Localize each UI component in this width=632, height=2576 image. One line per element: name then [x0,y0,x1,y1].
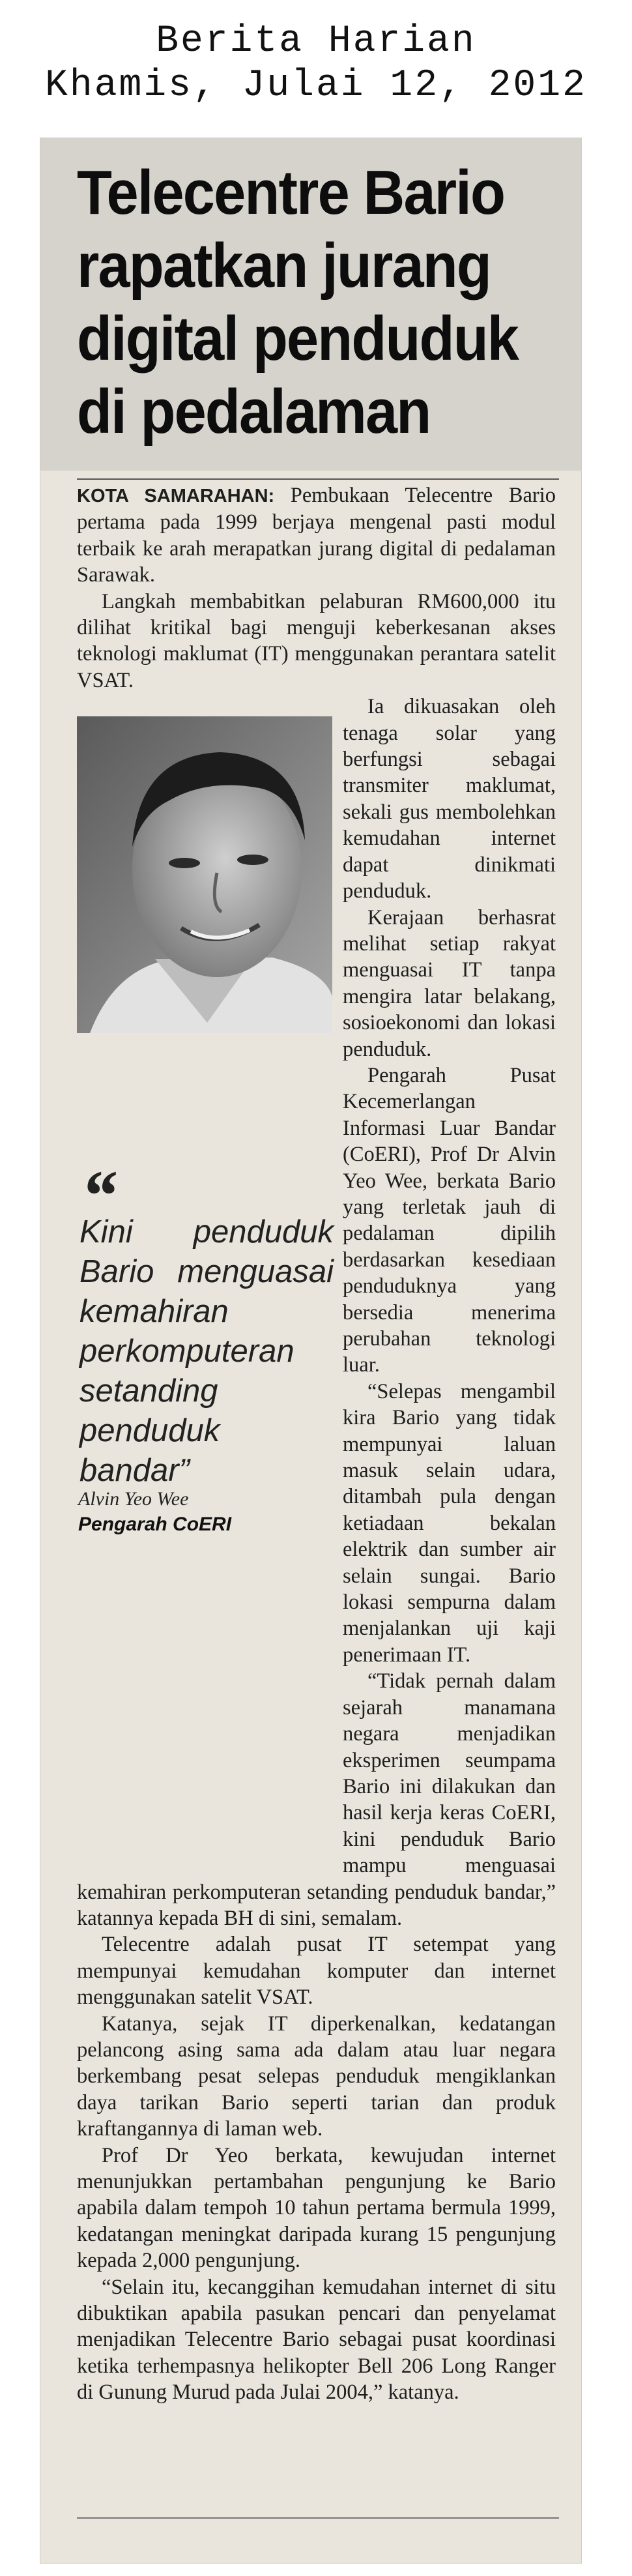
quote-attribution-name: Alvin Yeo Wee [78,1488,189,1510]
headline-line-4: di pedalaman [77,377,431,446]
quote-attribution-title: Pengarah CoERI [78,1514,232,1536]
newspaper-source-header [0,20,632,108]
publication-date: Khamis, Julai 12, 2012 [45,65,587,107]
article-paragraph-1: KOTA SAMARAHAN: Pembukaan Telecentre Bario pertama pada 1999 berjaya mengenal pasti modul terbaik ke arah merapatkan jurang digital di pedalaman Sarawak. [77,484,556,587]
article-paragraph-5: Pengarah Pusat Kecemerlangan Informasi Luar Bandar (CoERI), Prof Dr Alvin Yeo Wee, berkata Bario yang terletak jauh di pedalaman dipilih berdasarkan kesediaan penduduknya yang bersedia menerima perubahan teknologi luar. [343,1063,556,1377]
article-paragraph-8: Telecentre adalah pusat IT setempat yang mempunyai kemudahan komputer dan internet menggunakan satelit VSAT. [77,1933,556,2010]
article-paragraph-9: Katanya, sejak IT diperkenalkan, kedatangan pelancong asing sama ada dalam atau luar negara berkembang pesat selepas penduduk mengiklankan daya tarikan Bario seperti tarian dan produk kraftangannya di laman web. [77,2012,556,2141]
article-headline [77,156,532,448]
article-paragraph-6: “Selepas mengambil kira Bario yang tidak mempunyai laluan masuk selain udara, ditambah pula dengan ketiadaan bekalan elektrik dan sumber air selain sungai. Bario lokasi sempurna dalam menjalankan uji kaji penerimaan IT. [343,1379,556,1667]
article-paragraph-10: Prof Dr Yeo berkata, kewujudan internet menunjukkan pertambahan pengunjung ke Bario apabila dalam tempoh 10 tahun pertama bermula 1999, kedatangan meningkat daripada kurang 15 pengunjung kepada 2,000 pengunjung. [77,2143,556,2273]
photo-and-quote-column [77,694,332,1860]
article-paragraph-4: Kerajaan berhasrat melihat setiap rakyat menguasai IT tanpa mengira latar belakang, sosioekonomi dan lokasi penduduk. [343,905,556,1061]
article-paragraph-2: Langkah membabitkan pelaburan RM600,000 itu dilihat kritikal bagi menguji keberkesanan akses teknologi maklumat (IT) menggunakan perantara satelit VSAT. [77,589,556,692]
headline-line-3: digital penduduk [77,304,519,373]
portrait-photo [77,716,332,1033]
article-body [77,482,556,2406]
newspaper-clipping [40,138,581,2563]
quote-mark-icon: “ [81,1156,117,1236]
headline-line-2: rapatkan jurang [77,231,491,300]
headline-line-1: Telecentre Bario [77,158,505,227]
article-paragraph-3: Ia dikuasakan oleh tenaga solar yang berfungsi sebagai transmiter maklumat, sekali gus membolehkan kemudahan internet dapat dinikmati penduduk. [343,695,556,903]
article-paragraph-11: “Selain itu, kecanggihan kemudahan internet di situ dibuktikan apabila pasukan pencari dan penyelamat menjadikan Telecentre Bario sebagai pusat koordinasi ketika terhempasnya helikopter Bell 206 Long Ranger di Gunung Murud pada Julai 2004,” katanya. [77,2275,556,2405]
pull-quote-text: Kini penduduk Bario menguasai kemahiran perkomputeran setanding penduduk bandar” [79,1214,334,1489]
dateline: KOTA SAMARAHAN: [77,486,275,506]
portrait-image [77,716,332,1033]
publication-name: Berita Harian [156,20,476,63]
article-paragraph-7: “Tidak pernah dalam sejarah manamana negara menjadikan eksperimen seumpama Bario ini dilakukan dan hasil kerja keras CoERI, kini penduduk Bario mampu menguasai kemahiran perkomputeran setanding penduduk bandar,” katannya kepada BH di sini, semalam. [77,1669,556,1930]
headline-rule [77,478,559,480]
bottom-rule [77,2517,559,2519]
